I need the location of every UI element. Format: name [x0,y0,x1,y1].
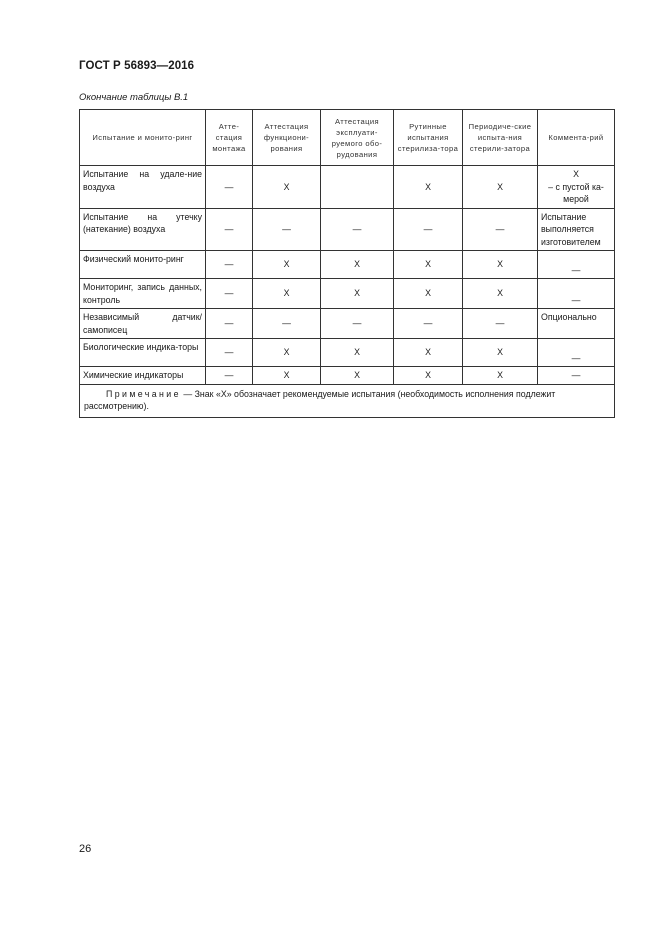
column-header: Атте-стация монтажа [206,110,253,166]
table-cell: — [321,208,394,251]
table-cell: X [463,367,538,385]
row-label: Испытание на утечку (натекание) воздуха [80,208,206,251]
table-row [80,339,615,367]
table-cell: — [206,367,253,385]
table-cell: X [321,339,394,367]
row-label: Испытание на удале-ние воздуха [80,166,206,209]
table-cell: X [253,339,321,367]
table-cell: — [253,309,321,339]
table-row [80,279,615,309]
table-cell: X [394,339,463,367]
column-header: Рутинные испытания стерилиза-тора [394,110,463,166]
row-label: Мониторинг, запись данных, контроль [80,279,206,309]
table-cell: — [463,309,538,339]
comment-cell: Опционально [538,309,615,339]
table-cell: X [321,251,394,279]
table-cell: — [394,208,463,251]
table-caption: Окончание таблицы В.1 [79,92,189,103]
table-cell: X [463,279,538,309]
table-cell: X [394,166,463,209]
table-cell: X [321,367,394,385]
table-cell: — [253,208,321,251]
comment-cell: — [538,339,615,367]
comment-line: мерой [563,194,589,204]
table-cell: X [321,279,394,309]
table-cell: — [206,166,253,209]
table-cell: X [253,251,321,279]
table-cell: X [463,166,538,209]
table-note [80,384,615,417]
table-cell: — [321,309,394,339]
table-row [80,309,615,339]
column-header: Аттестация эксплуати-руемого обо-рудования [321,110,394,166]
column-header: Периодиче-ские испыта-ния стерили-затора [463,110,538,166]
table-cell: — [463,208,538,251]
table-cell: — [206,208,253,251]
comment-cell: — [538,279,615,309]
comment-cell [538,208,615,251]
table-cell: — [206,251,253,279]
comment-cell: — [538,367,615,385]
table-cell: X [253,166,321,209]
column-header: Аттестация функциони-рования [253,110,321,166]
note-row [80,384,615,417]
table-cell: — [206,339,253,367]
table-row [80,251,615,279]
column-header: Испытание и монито-ринг [80,110,206,166]
document-header: ГОСТ Р 56893—2016 [79,60,195,72]
comment-line: X [573,169,579,179]
table-cell: X [253,367,321,385]
table-cell: — [206,279,253,309]
table-row [80,367,615,385]
table-cell: — [206,309,253,339]
comment-line: изготовителем [541,236,601,247]
row-label: Химические индикаторы [80,367,206,385]
note-text: — Знак «Х» обозначает рекомендуемые испытания (необходимость исполнения подлежит рассмотрению). [84,388,556,411]
table-cell [321,166,394,209]
table-cell: X [463,339,538,367]
row-label: Биологические индика-торы [80,339,206,367]
page-number: 26 [79,843,92,855]
row-label: Физический монито-ринг [80,251,206,279]
tests-table [79,109,615,418]
table-row [80,208,615,251]
table-cell: X [253,279,321,309]
table-cell: X [394,279,463,309]
table-cell: X [463,251,538,279]
comment-cell: — [538,251,615,279]
note-label: Примечание [106,388,181,399]
comment-line: Испытание [541,211,587,222]
table-cell: — [394,309,463,339]
table-row [80,166,615,209]
table-cell: X [394,251,463,279]
table-cell: X [394,367,463,385]
column-header: Коммента-рий [538,110,615,166]
table-header-row [80,110,615,166]
comment-cell [538,166,615,209]
comment-line: – с пустой ка- [548,181,604,192]
comment-line: выполняется [541,224,594,234]
row-label: Независимый датчик/ самописец [80,309,206,339]
